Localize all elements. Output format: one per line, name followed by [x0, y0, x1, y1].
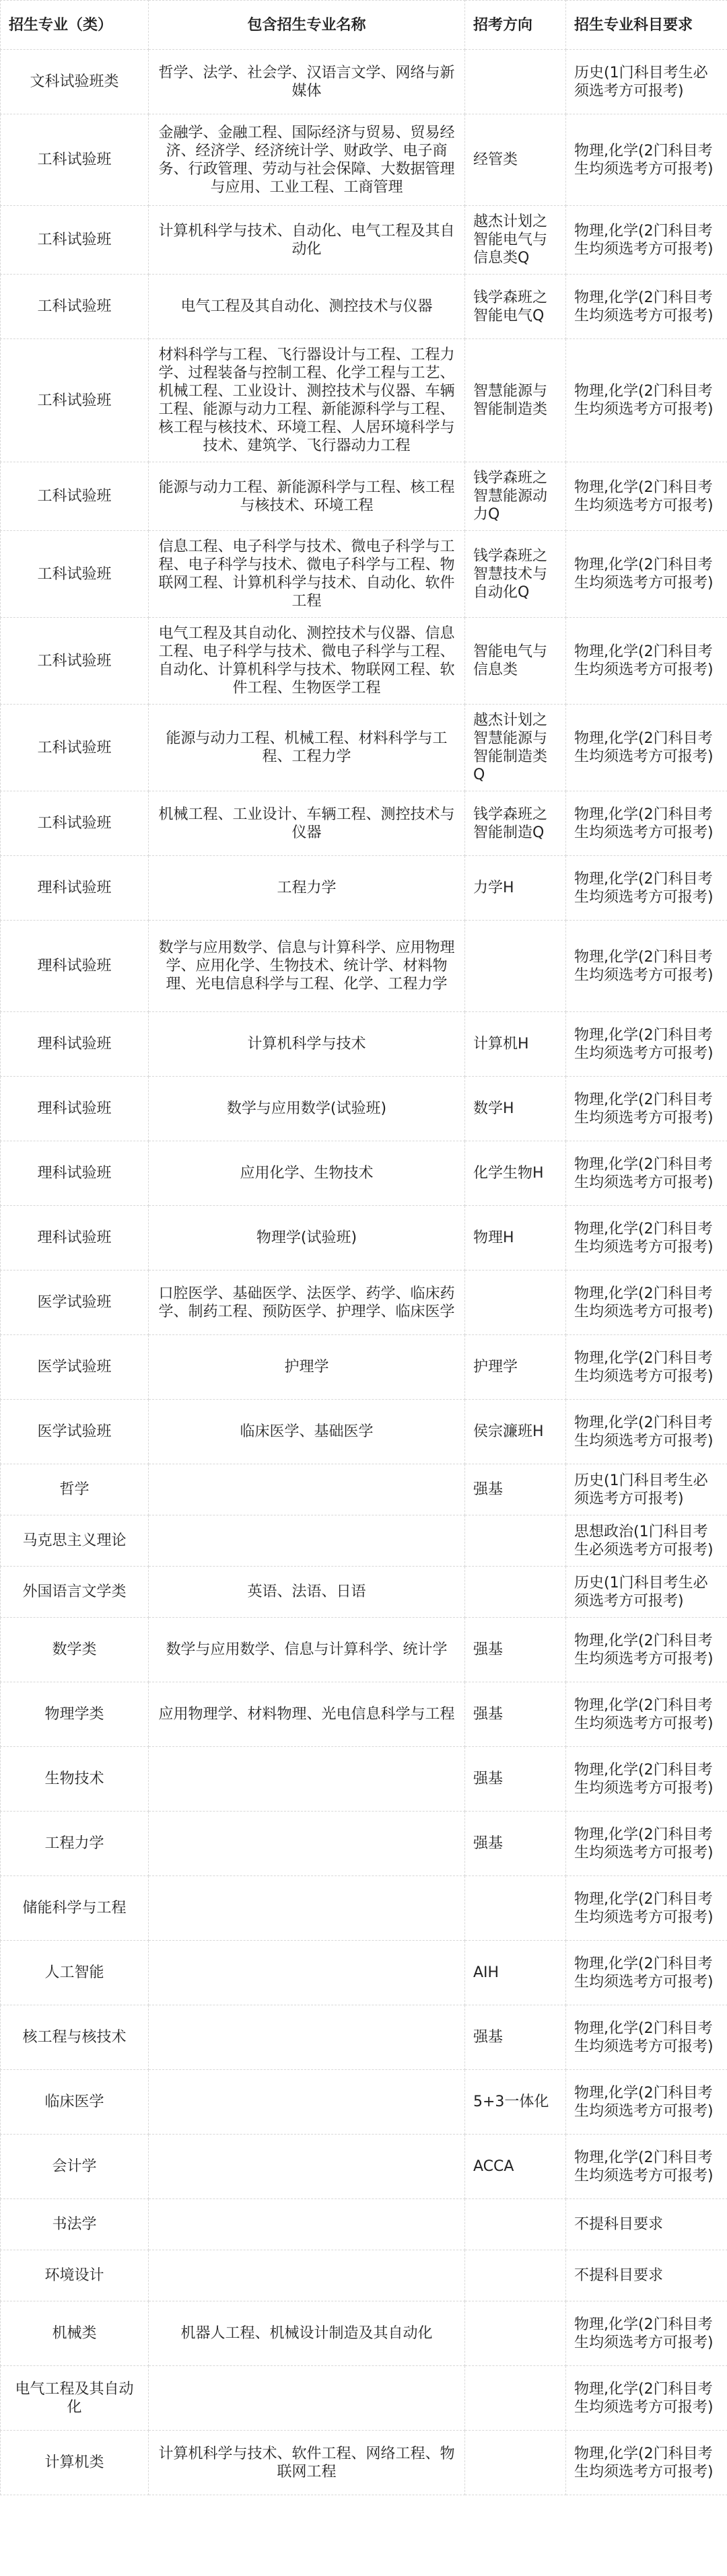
table-row — [1, 1012, 727, 1077]
header-requirement: 招生专业科目要求 — [566, 1, 727, 50]
table-row — [1, 1618, 727, 1682]
row-requirement: 物理,化学(2门科目考生均须选考方可报考) — [566, 1141, 727, 1206]
row-direction: ACCA — [465, 2135, 566, 2199]
row-category: 工科试验班 — [1, 339, 149, 462]
row-direction: 越杰计划之智慧能源与智能制造类Q — [465, 705, 566, 791]
row-requirement: 物理,化学(2门科目考生均须选考方可报考) — [566, 1271, 727, 1335]
row-requirement: 不提科目要求 — [566, 2250, 727, 2301]
row-requirement: 物理,化学(2门科目考生均须选考方可报考) — [566, 462, 727, 531]
row-requirement: 物理,化学(2门科目考生均须选考方可报考) — [566, 1335, 727, 1400]
table-row — [1, 2070, 727, 2135]
table-body — [1, 50, 727, 2495]
row-majors: 材料科学与工程、飞行器设计与工程、工程力学、过程装备与控制工程、化学工程与工艺、机械工程、工业设计、测控技术与仪器、车辆工程、能源与动力工程、新能源科学与工程、核工程与核技术、环境工程、人居环境科学与技术、建筑学、飞行器动力工程 — [149, 339, 465, 462]
row-majors: 能源与动力工程、机械工程、材料科学与工程、工程力学 — [149, 705, 465, 791]
row-direction: 钱学森班之智慧技术与自动化Q — [465, 531, 566, 618]
row-requirement: 物理,化学(2门科目考生均须选考方可报考) — [566, 2135, 727, 2199]
row-category: 理科试验班 — [1, 1077, 149, 1141]
row-direction: 侯宗濂班H — [465, 1400, 566, 1464]
table-row — [1, 1747, 727, 1812]
row-majors — [149, 1515, 465, 1567]
row-requirement: 物理,化学(2门科目考生均须选考方可报考) — [566, 618, 727, 705]
row-direction — [465, 1271, 566, 1335]
row-category: 文科试验班类 — [1, 50, 149, 114]
row-category: 医学试验班 — [1, 1335, 149, 1400]
row-category: 工科试验班 — [1, 618, 149, 705]
row-category: 会计学 — [1, 2135, 149, 2199]
row-category: 医学试验班 — [1, 1400, 149, 1464]
table-row — [1, 1567, 727, 1618]
table-row — [1, 921, 727, 1012]
table-row — [1, 1400, 727, 1464]
table-row — [1, 531, 727, 618]
header-majors: 包含招生专业名称 — [149, 1, 465, 50]
table-row — [1, 1515, 727, 1567]
row-category: 理科试验班 — [1, 1141, 149, 1206]
row-requirement: 物理,化学(2门科目考生均须选考方可报考) — [566, 1941, 727, 2005]
row-category: 马克思主义理论 — [1, 1515, 149, 1567]
row-category: 外国语言文学类 — [1, 1567, 149, 1618]
row-majors: 能源与动力工程、新能源科学与工程、核工程与核技术、环境工程 — [149, 462, 465, 531]
row-majors: 电气工程及其自动化、测控技术与仪器 — [149, 275, 465, 339]
row-direction: 钱学森班之智能制造Q — [465, 791, 566, 856]
row-majors: 数学与应用数学、信息与计算科学、应用物理学、应用化学、生物技术、统计学、材料物理、光电信息科学与工程、化学、工程力学 — [149, 921, 465, 1012]
row-category: 书法学 — [1, 2199, 149, 2250]
row-category: 机械类 — [1, 2301, 149, 2366]
row-category: 工科试验班 — [1, 791, 149, 856]
row-requirement: 物理,化学(2门科目考生均须选考方可报考) — [566, 1876, 727, 1941]
row-category: 工科试验班 — [1, 705, 149, 791]
row-category: 生物技术 — [1, 1747, 149, 1812]
table-row — [1, 50, 727, 114]
table-row — [1, 275, 727, 339]
table-row — [1, 2005, 727, 2070]
row-direction: 化学生物H — [465, 1141, 566, 1206]
row-direction: 钱学森班之智能电气Q — [465, 275, 566, 339]
row-category: 人工智能 — [1, 1941, 149, 2005]
row-majors — [149, 1747, 465, 1812]
row-majors: 计算机科学与技术 — [149, 1012, 465, 1077]
row-majors: 工程力学 — [149, 856, 465, 921]
row-category: 计算机类 — [1, 2431, 149, 2495]
row-requirement: 物理,化学(2门科目考生均须选考方可报考) — [566, 2005, 727, 2070]
row-direction: 强基 — [465, 1618, 566, 1682]
row-category: 储能科学与工程 — [1, 1876, 149, 1941]
row-category: 电气工程及其自动化 — [1, 2366, 149, 2431]
row-requirement: 物理,化学(2门科目考生均须选考方可报考) — [566, 275, 727, 339]
row-majors: 金融学、金融工程、国际经济与贸易、贸易经济、经济学、经济统计学、财政学、电子商务、行政管理、劳动与社会保障、大数据管理与应用、工业工程、工商管理 — [149, 114, 465, 206]
row-requirement: 物理,化学(2门科目考生均须选考方可报考) — [566, 1812, 727, 1876]
row-requirement: 物理,化学(2门科目考生均须选考方可报考) — [566, 531, 727, 618]
table-row — [1, 114, 727, 206]
table-row — [1, 2431, 727, 2495]
table-row — [1, 618, 727, 705]
row-direction: 护理学 — [465, 1335, 566, 1400]
table-row — [1, 791, 727, 856]
row-direction: 强基 — [465, 1812, 566, 1876]
table-row — [1, 2250, 727, 2301]
row-category: 工科试验班 — [1, 114, 149, 206]
row-requirement: 物理,化学(2门科目考生均须选考方可报考) — [566, 705, 727, 791]
row-majors — [149, 1941, 465, 2005]
row-majors: 临床医学、基础医学 — [149, 1400, 465, 1464]
table-row — [1, 2135, 727, 2199]
row-direction — [465, 1567, 566, 1618]
row-direction: 物理H — [465, 1206, 566, 1271]
header-direction: 招考方向 — [465, 1, 566, 50]
table-row — [1, 1077, 727, 1141]
row-requirement: 物理,化学(2门科目考生均须选考方可报考) — [566, 2070, 727, 2135]
row-direction — [465, 50, 566, 114]
row-direction: 5+3一体化 — [465, 2070, 566, 2135]
row-category: 理科试验班 — [1, 856, 149, 921]
header-category: 招生专业（类） — [1, 1, 149, 50]
row-majors — [149, 2070, 465, 2135]
row-requirement: 不提科目要求 — [566, 2199, 727, 2250]
table-row — [1, 1941, 727, 2005]
row-direction — [465, 2199, 566, 2250]
row-requirement: 物理,化学(2门科目考生均须选考方可报考) — [566, 2431, 727, 2495]
row-direction: 经管类 — [465, 114, 566, 206]
row-majors — [149, 1812, 465, 1876]
table-row — [1, 1335, 727, 1400]
row-direction — [465, 2366, 566, 2431]
row-category: 数学类 — [1, 1618, 149, 1682]
row-category: 理科试验班 — [1, 1206, 149, 1271]
row-direction: 智慧能源与智能制造类 — [465, 339, 566, 462]
row-category: 物理学类 — [1, 1682, 149, 1747]
row-direction: 越杰计划之智能电气与信息类Q — [465, 206, 566, 275]
row-direction — [465, 921, 566, 1012]
row-category: 工科试验班 — [1, 275, 149, 339]
row-category: 医学试验班 — [1, 1271, 149, 1335]
row-majors: 计算机科学与技术、自动化、电气工程及其自动化 — [149, 206, 465, 275]
row-direction: 强基 — [465, 1682, 566, 1747]
table-row — [1, 1206, 727, 1271]
row-direction: 强基 — [465, 1747, 566, 1812]
row-category: 理科试验班 — [1, 921, 149, 1012]
row-majors: 英语、法语、日语 — [149, 1567, 465, 1618]
row-majors: 应用化学、生物技术 — [149, 1141, 465, 1206]
row-majors — [149, 2366, 465, 2431]
table-row — [1, 2366, 727, 2431]
row-category: 工程力学 — [1, 1812, 149, 1876]
row-majors: 机械工程、工业设计、车辆工程、测控技术与仪器 — [149, 791, 465, 856]
row-majors: 应用物理学、材料物理、光电信息科学与工程 — [149, 1682, 465, 1747]
row-direction — [465, 2431, 566, 2495]
table-row — [1, 1464, 727, 1515]
table-row — [1, 1682, 727, 1747]
row-majors — [149, 2199, 465, 2250]
row-majors — [149, 2250, 465, 2301]
row-category: 工科试验班 — [1, 206, 149, 275]
row-requirement: 历史(1门科目考生必须选考方可报考) — [566, 1464, 727, 1515]
row-requirement: 物理,化学(2门科目考生均须选考方可报考) — [566, 921, 727, 1012]
row-requirement: 物理,化学(2门科目考生均须选考方可报考) — [566, 1206, 727, 1271]
row-requirement: 物理,化学(2门科目考生均须选考方可报考) — [566, 791, 727, 856]
table-row — [1, 856, 727, 921]
row-majors — [149, 1464, 465, 1515]
row-direction: 强基 — [465, 1464, 566, 1515]
table-header-row — [1, 1, 727, 50]
row-direction: 钱学森班之智慧能源动力Q — [465, 462, 566, 531]
row-category: 工科试验班 — [1, 462, 149, 531]
table-row — [1, 2301, 727, 2366]
row-requirement: 物理,化学(2门科目考生均须选考方可报考) — [566, 339, 727, 462]
table-row — [1, 206, 727, 275]
row-requirement: 物理,化学(2门科目考生均须选考方可报考) — [566, 1012, 727, 1077]
row-direction: AIH — [465, 1941, 566, 2005]
row-requirement: 物理,化学(2门科目考生均须选考方可报考) — [566, 2366, 727, 2431]
row-requirement: 物理,化学(2门科目考生均须选考方可报考) — [566, 1682, 727, 1747]
row-category: 工科试验班 — [1, 531, 149, 618]
row-category: 哲学 — [1, 1464, 149, 1515]
row-majors: 计算机科学与技术、软件工程、网络工程、物联网工程 — [149, 2431, 465, 2495]
table-row — [1, 1812, 727, 1876]
row-category: 临床医学 — [1, 2070, 149, 2135]
table-row — [1, 2199, 727, 2250]
row-direction: 计算机H — [465, 1012, 566, 1077]
row-majors — [149, 1876, 465, 1941]
row-majors: 物理学(试验班) — [149, 1206, 465, 1271]
row-requirement: 物理,化学(2门科目考生均须选考方可报考) — [566, 114, 727, 206]
row-majors: 口腔医学、基础医学、法医学、药学、临床药学、制药工程、预防医学、护理学、临床医学 — [149, 1271, 465, 1335]
row-category: 理科试验班 — [1, 1012, 149, 1077]
row-requirement: 物理,化学(2门科目考生均须选考方可报考) — [566, 1618, 727, 1682]
row-requirement: 物理,化学(2门科目考生均须选考方可报考) — [566, 1077, 727, 1141]
row-majors: 机器人工程、机械设计制造及其自动化 — [149, 2301, 465, 2366]
table-row — [1, 1141, 727, 1206]
row-majors: 哲学、法学、社会学、汉语言文学、网络与新媒体 — [149, 50, 465, 114]
row-majors: 护理学 — [149, 1335, 465, 1400]
table-row — [1, 705, 727, 791]
row-direction: 数学H — [465, 1077, 566, 1141]
table-row — [1, 462, 727, 531]
row-requirement: 物理,化学(2门科目考生均须选考方可报考) — [566, 856, 727, 921]
row-direction — [465, 1876, 566, 1941]
row-majors: 数学与应用数学、信息与计算科学、统计学 — [149, 1618, 465, 1682]
row-direction — [465, 1515, 566, 1567]
table-row — [1, 1876, 727, 1941]
row-requirement: 物理,化学(2门科目考生均须选考方可报考) — [566, 1400, 727, 1464]
row-majors: 信息工程、电子科学与技术、微电子科学与工程、电子科学与技术、微电子科学与工程、物联网工程、计算机科学与技术、自动化、软件工程 — [149, 531, 465, 618]
table-row — [1, 339, 727, 462]
row-requirement: 历史(1门科目考生必须选考方可报考) — [566, 50, 727, 114]
row-majors — [149, 2005, 465, 2070]
row-direction: 强基 — [465, 2005, 566, 2070]
row-direction — [465, 2250, 566, 2301]
row-requirement: 历史(1门科目考生必须选考方可报考) — [566, 1567, 727, 1618]
row-requirement: 物理,化学(2门科目考生均须选考方可报考) — [566, 206, 727, 275]
row-direction: 力学H — [465, 856, 566, 921]
row-majors: 数学与应用数学(试验班) — [149, 1077, 465, 1141]
row-majors: 电气工程及其自动化、测控技术与仪器、信息工程、电子科学与技术、微电子科学与工程、自动化、计算机科学与技术、物联网工程、软件工程、生物医学工程 — [149, 618, 465, 705]
row-direction — [465, 2301, 566, 2366]
row-requirement: 物理,化学(2门科目考生均须选考方可报考) — [566, 1747, 727, 1812]
table-row — [1, 1271, 727, 1335]
row-direction: 智能电气与信息类 — [465, 618, 566, 705]
row-category: 核工程与核技术 — [1, 2005, 149, 2070]
row-majors — [149, 2135, 465, 2199]
row-requirement: 思想政治(1门科目考生必须选考方可报考) — [566, 1515, 727, 1567]
row-category: 环境设计 — [1, 2250, 149, 2301]
row-requirement: 物理,化学(2门科目考生均须选考方可报考) — [566, 2301, 727, 2366]
